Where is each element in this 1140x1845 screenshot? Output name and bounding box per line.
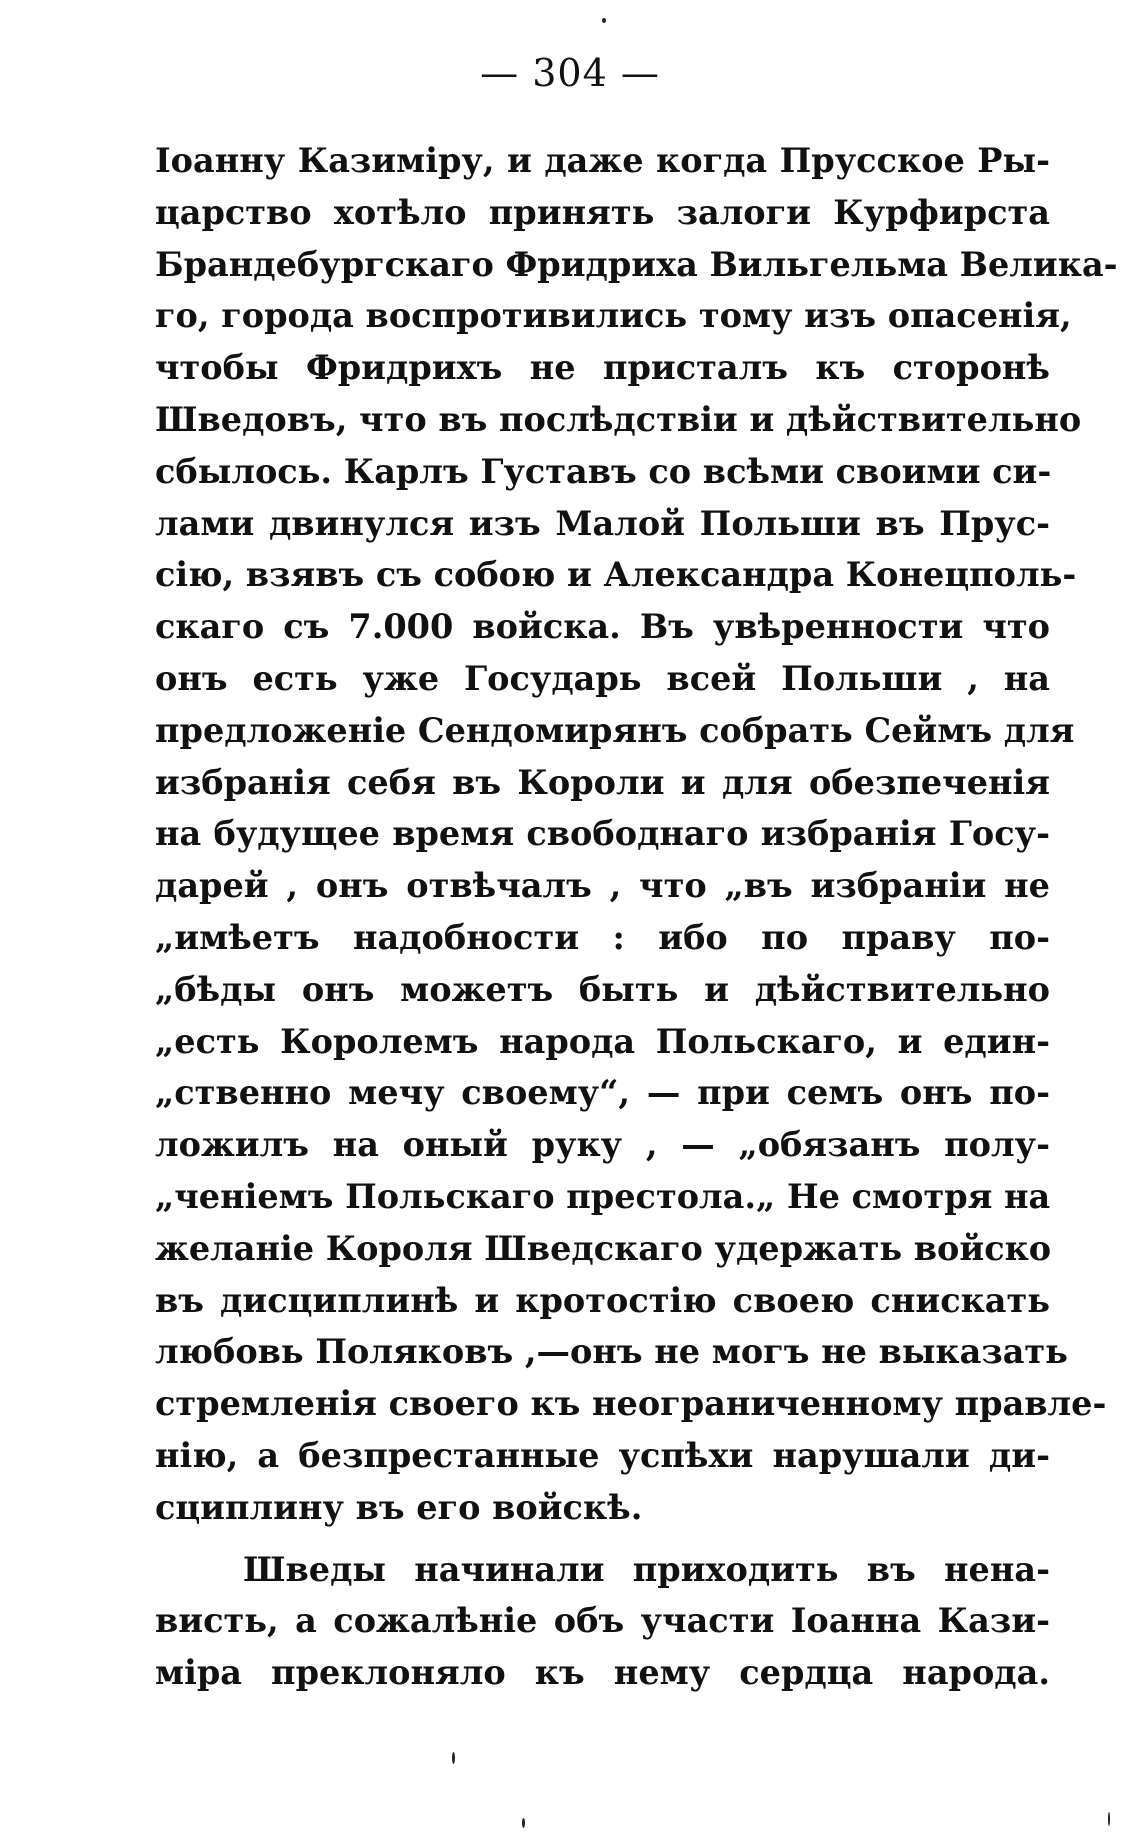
- text-line: лами двинулся изъ Малой Польши въ Прус-: [155, 503, 1050, 543]
- text-line: избранія себя въ Короли и для обезпеченія: [155, 762, 1050, 802]
- text-line: го, города воспротивились тому изъ опасенія,: [155, 296, 1072, 336]
- scan-speck: [452, 1752, 455, 1764]
- text-line: сбылось. Карлъ Густавъ со всѣми своими си-: [155, 451, 1052, 491]
- text-line: желаніе Короля Шведскаго удержать войско: [155, 1228, 1052, 1268]
- text-line: „ственно мечу своему“, — при семъ онъ по-: [155, 1073, 1050, 1113]
- text-line: міра преклоняло къ нему сердца народа.: [155, 1653, 1050, 1693]
- text-line: „бѣды онъ можетъ быть и дѣйствительно: [155, 969, 1050, 1009]
- scan-speck: [1108, 1812, 1110, 1826]
- text-line: предложеніе Сендомирянъ собрать Сеймъ для: [155, 710, 1075, 750]
- text-line: Іоанну Казиміру, и даже когда Прусское Ры-: [155, 141, 1050, 180]
- scan-speck: [522, 1818, 525, 1828]
- page-number: — 304 —: [480, 51, 660, 95]
- text-line: „ченіемъ Польскаго престола.„ Не смотря на: [155, 1176, 1051, 1216]
- text-line: „имѣетъ надобности : ибо по праву по-: [155, 917, 1050, 957]
- text-line: скаго съ 7.000 войска. Въ увѣренности что: [155, 607, 1050, 647]
- text-line: сію, взявъ съ собою и Александра Конецполь-: [155, 555, 1077, 595]
- body-text: [155, 135, 1118, 1699]
- text-line: сциплину въ его войскѣ.: [155, 1487, 643, 1527]
- text-line: стремленія своего къ неограниченному правле-: [155, 1384, 1107, 1424]
- text-line: ложилъ на оный руку , — „обязанъ полу-: [155, 1125, 1050, 1165]
- scan-speck: [602, 18, 606, 23]
- paragraph-gap: [155, 1534, 1050, 1544]
- text-line: Шведовъ, что въ послѣдствіи и дѣйствительно: [155, 399, 1082, 439]
- text-line: любовь Поляковъ ,—онъ не могъ не выказать: [155, 1332, 1068, 1372]
- text-line: „есть Королемъ народа Польскаго, и един-: [155, 1021, 1050, 1061]
- text-line: Шведы начинали приходить въ нена-: [243, 1549, 1050, 1589]
- text-line: онъ есть уже Государь всей Польши , на: [155, 658, 1050, 698]
- text-line: чтобы Фридрихъ не присталъ къ сторонѣ: [155, 348, 1050, 388]
- text-line: на будущее время свободнаго избранія Госу-: [155, 814, 1050, 854]
- text-line: царство хотѣло принять залоги Курфирста: [155, 192, 1050, 232]
- text-line: висть, а сожалѣніе объ участи Іоанна Кази-: [155, 1601, 1050, 1641]
- text-line: дарей , онъ отвѣчалъ , что „въ избраніи не: [155, 866, 1050, 906]
- paragraph: [155, 135, 1118, 1534]
- paragraph: [155, 1544, 1050, 1699]
- text-line: въ дисциплинѣ и кротостію своею снискать: [155, 1280, 1050, 1320]
- text-line: нію, а безпрестанные успѣхи нарушали ди-: [155, 1435, 1050, 1475]
- text-line: Брандебургскаго Фридриха Вильгельма Велика-: [155, 244, 1118, 284]
